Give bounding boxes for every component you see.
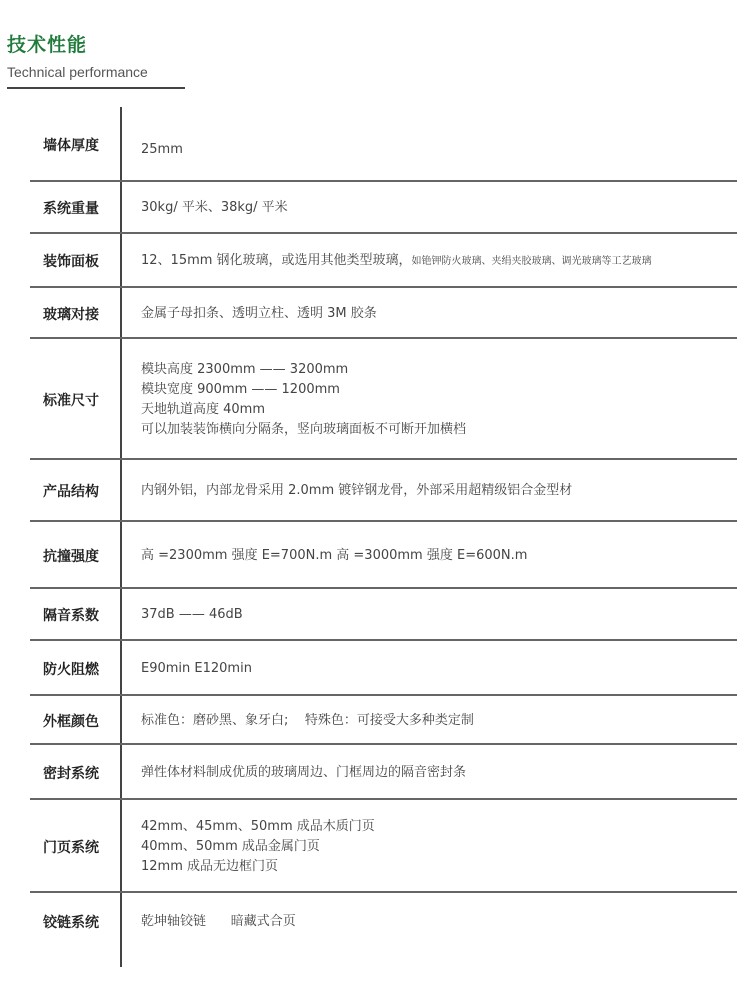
spec-label: 装饰面板 [43, 254, 99, 270]
spec-value-line: 标准色：磨砂黑、象牙白; 特殊色：可接受大多种类定制 [141, 712, 474, 728]
spec-label: 标准尺寸 [43, 392, 99, 409]
spec-value-line: 高 =2300mm 强度 E=700N.m 高 =3000mm 强度 E=600N.m [141, 547, 528, 563]
spec-row-glass-joint [30, 288, 737, 339]
spec-row-product-structure [30, 460, 737, 522]
spec-value-line: 30kg/ 平米、38kg/ 平米 [141, 200, 288, 215]
spec-row-fire-resistance [30, 641, 737, 696]
spec-row-sound-insulation [30, 589, 737, 641]
spec-value-line: 天地轨道高度 40mm [141, 401, 266, 417]
spec-label: 门页系统 [43, 839, 99, 856]
spec-value [141, 234, 652, 288]
page-subtitle: Technical performance [7, 64, 148, 80]
spec-value [141, 589, 243, 641]
spec-value [141, 696, 474, 745]
spec-value [141, 339, 466, 460]
spec-label: 抗撞强度 [43, 548, 99, 565]
spec-value-line: 可以加装装饰横向分隔条，竖向玻璃面板不可断开加横档 [141, 421, 467, 437]
spec-value-line: 12mm 成品无边框门页 [141, 858, 279, 874]
spec-row-hinge-system [30, 893, 737, 951]
spec-label: 系统重量 [43, 201, 99, 217]
spec-value-line: 金属子母扣条、透明立柱、透明 3M 胶条 [141, 305, 377, 321]
spec-label: 密封系统 [43, 765, 99, 782]
spec-label: 防火阻燃 [43, 661, 99, 678]
spec-label: 隔音系数 [43, 608, 99, 624]
spec-table [30, 107, 737, 967]
spec-row-impact-strength [30, 522, 737, 589]
spec-value-line: 37dB —— 46dB [141, 607, 243, 622]
spec-row-decorative-panel [30, 234, 737, 288]
spec-value-line: 25mm [141, 141, 183, 157]
spec-value [141, 745, 466, 800]
spec-value [141, 893, 296, 951]
spec-value [141, 107, 183, 182]
spec-value [141, 800, 375, 893]
spec-label: 铰链系统 [43, 915, 99, 931]
spec-value-main: 12、15mm 钢化玻璃，或选用其他类型玻璃， [141, 252, 412, 268]
spec-value-line: 弹性体材料制成优质的玻璃周边、门框周边的隔音密封条 [141, 764, 467, 780]
spec-value [141, 641, 252, 696]
spec-row-frame-color [30, 696, 737, 745]
spec-value-line [141, 251, 652, 272]
spec-row-door-leaf-system [30, 800, 737, 893]
spec-label: 玻璃对接 [43, 306, 99, 323]
page-title: 技术性能 [7, 34, 88, 56]
spec-row-standard-size [30, 339, 737, 460]
title-underline [7, 87, 185, 89]
spec-value-extra: 如铯钾防火玻璃、夹绢夹胶玻璃、调光玻璃等工艺玻璃 [411, 255, 652, 267]
spec-value-line: 模块高度 2300mm —— 3200mm [141, 361, 349, 377]
spec-value-line: E90min E120min [141, 660, 252, 676]
spec-value-line: 乾坤轴铰链 暗藏式合页 [141, 914, 296, 929]
spec-row-sealing-system [30, 745, 737, 800]
spec-value [141, 288, 377, 339]
spec-value-line: 内钢外铝，内部龙骨采用 2.0mm 镀锌钢龙骨，外部采用超精级铝合金型材 [141, 483, 573, 498]
spec-value-line: 42mm、45mm、50mm 成品木质门页 [141, 818, 375, 834]
spec-value-line: 40mm、50mm 成品金属门页 [141, 838, 320, 854]
spec-row-wall-thickness [30, 107, 737, 182]
spec-label: 产品结构 [43, 484, 99, 500]
spec-value [141, 460, 572, 522]
spec-label: 墙体厚度 [43, 137, 99, 154]
spec-value-line: 模块宽度 900mm —— 1200mm [141, 381, 340, 397]
spec-value [141, 522, 527, 589]
spec-value [141, 182, 288, 234]
spec-label: 外框颜色 [43, 713, 99, 730]
spec-row-system-weight [30, 182, 737, 234]
